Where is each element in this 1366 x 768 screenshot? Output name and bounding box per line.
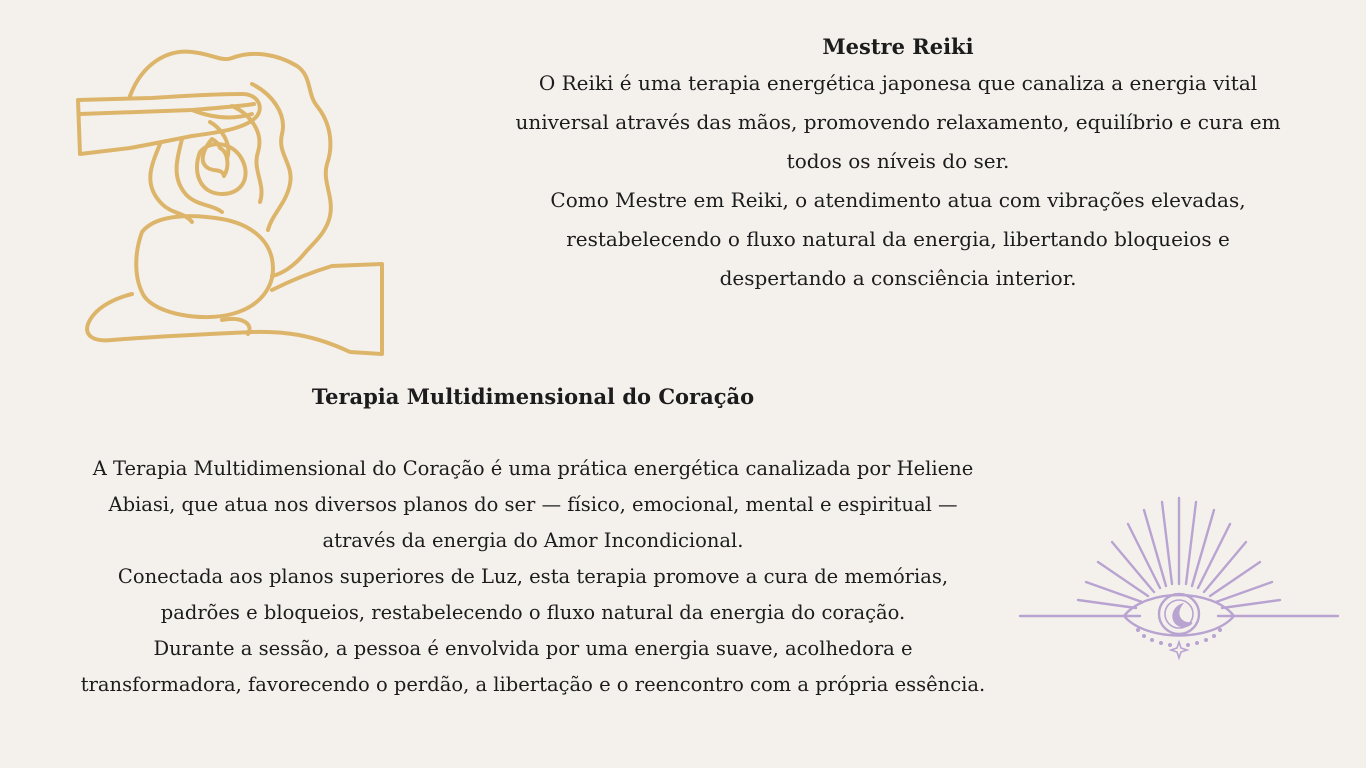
heart-therapy-title: Terapia Multidimensional do Coração [311,384,755,409]
reiki-hands-illustration [72,44,392,362]
mystic-eye-illustration [1016,492,1342,662]
reiki-line: O Reiki é uma terapia energética japonesa que canaliza a energia vital [538,71,1258,95]
heart-therapy-line: Abiasi, que atua nos diversos planos do ser — físico, emocional, mental e espiritual — [108,493,958,516]
heart-therapy-line: Conectada aos planos superiores de Luz, esta terapia promove a cura de memórias, [117,565,949,588]
reiki-line: todos os níveis do ser. [786,149,1010,173]
reiki-title: Mestre Reiki [822,34,974,59]
heart-therapy-line: A Terapia Multidimensional do Coração é uma prática energética canalizada por Heliene [92,457,974,480]
reiki-line: restabelecendo o fluxo natural da energia, libertando bloqueios e [566,227,1230,251]
heart-therapy-line: Durante a sessão, a pessoa é envolvida por uma energia suave, acolhedora e [153,637,913,660]
heart-therapy-heading [300,380,766,414]
heart-therapy-line: padrões e bloqueios, restabelecendo o fluxo natural da energia do coração. [160,601,906,624]
reiki-line: despertando a consciência interior. [719,266,1077,290]
reiki-section [470,30,1326,298]
reiki-line: universal através das mãos, promovendo relaxamento, equilíbrio e cura em [515,110,1281,134]
heart-therapy-line: transformadora, favorecendo o perdão, a libertação e o reencontro com a própria essência. [80,673,986,696]
heart-therapy-body [30,451,1036,703]
reiki-line: Como Mestre em Reiki, o atendimento atua com vibrações elevadas, [550,188,1246,212]
heart-therapy-line: através da energia do Amor Incondicional. [322,529,744,552]
